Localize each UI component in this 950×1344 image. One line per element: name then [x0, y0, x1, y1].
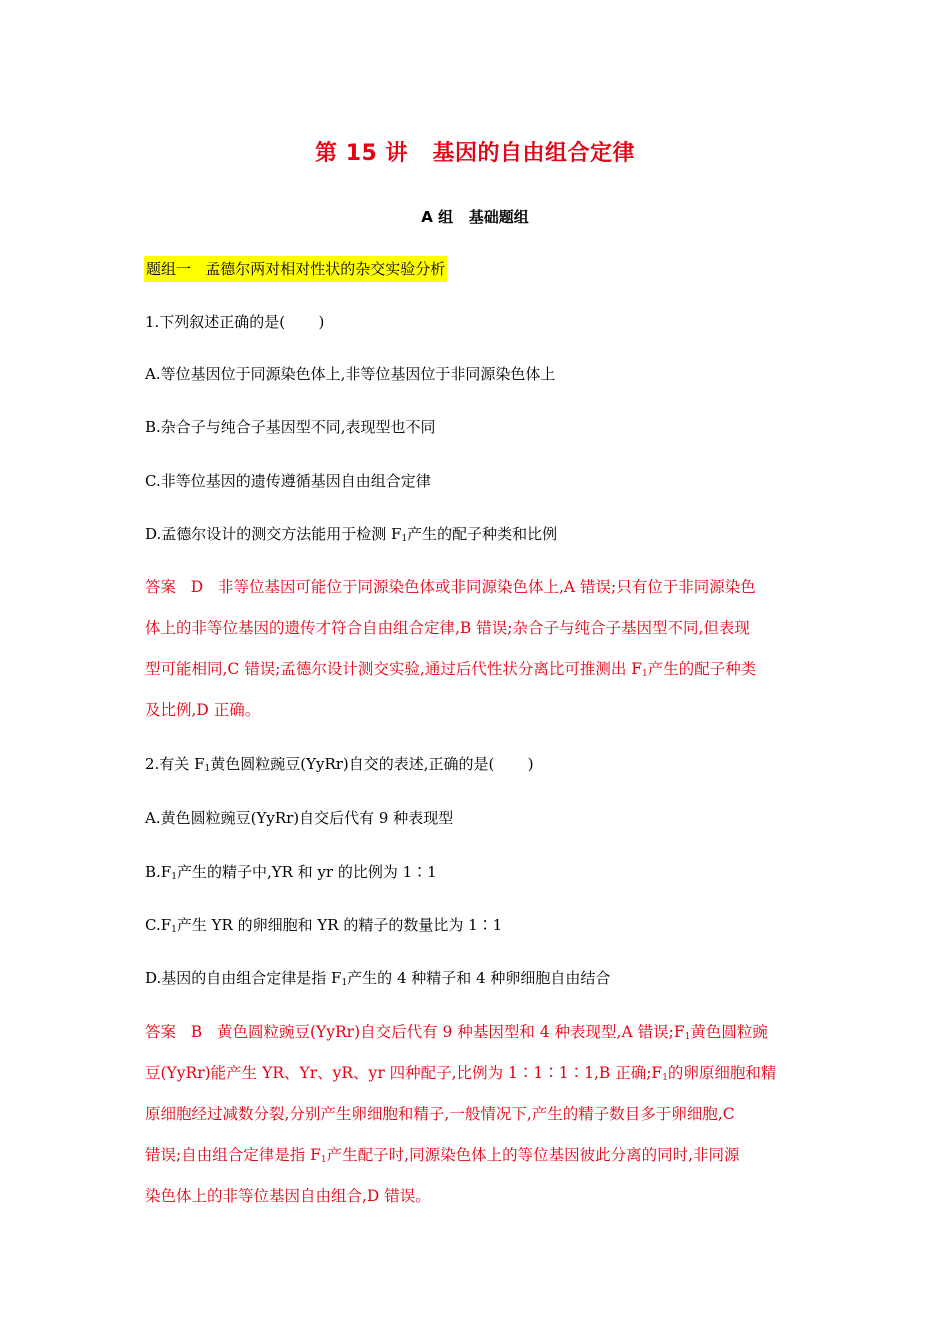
q2-answer-line: 豆(YyRr)能产生 YR、Yr、yR、yr 四种配子,比例为 1∶1∶1∶1,B 正确$;F_1$的卵原细胞和精 — [145, 1064, 777, 1083]
q1-stem: 1.下列叙述正确的是( ) — [145, 313, 325, 331]
q1-answer — [145, 573, 810, 737]
q2-answer — [145, 1018, 810, 1223]
q2-option-b: $B.F_1$产生的精子中,YR 和 yr 的比例为 1∶1 — [145, 863, 437, 882]
q2-option-c: $C.F_1$产生 YR 的卵细胞和 YR 的精子的数量比为 1∶1 — [145, 916, 503, 935]
q1-answer-line: 体上的非等位基因的遗传才符合自由组合定律,B 错误;杂合子与纯合子基因型不同,但表现 — [145, 619, 750, 637]
page-title: 第 15 讲 基因的自由组合定律 — [315, 141, 635, 166]
section-heading: A 组 基础题组 — [421, 208, 529, 226]
q1-answer-line: 型可能相同,C 错误;孟德尔设计测交实验,通过后代性状分离比可推测出 $F_1$产生的配子种类 — [145, 660, 757, 679]
q2-option-d: D.基因的自由组合定律是指 $F_1$产生的 4 种精子和 4 种卵细胞自由结合 — [145, 969, 611, 988]
q2-option-a: A.黄色圆粒豌豆(YyRr)自交后代有 9 种表现型 — [145, 809, 454, 827]
q1-option-d: D.孟德尔设计的测交方法能用于检测 $F_1$产生的配子种类和比例 — [145, 525, 558, 544]
q2-answer-line: 染色体上的非等位基因自由组合,D 错误。 — [145, 1187, 431, 1205]
question-group-label: 题组一 孟德尔两对相对性状的杂交实验分析 — [144, 256, 447, 282]
q1-answer-line: 答案 D 非等位基因可能位于同源染色体或非同源染色体上,A 错误;只有位于非同源染色 — [145, 578, 756, 596]
q2-answer-line: 原细胞经过减数分裂,分别产生卵细胞和精子,一般情况下,产生的精子数目多于卵细胞,C — [145, 1105, 735, 1123]
q1-answer-line: 及比例,D 正确。 — [145, 701, 261, 719]
q2-answer-line: 答案 B 黄色圆粒豌豆(YyRr)自交后代有 9 种基因型和 4 种表现型,A 错误$;F_1$黄色圆粒豌 — [145, 1023, 768, 1042]
q1-option-c: C.非等位基因的遗传遵循基因自由组合定律 — [145, 472, 431, 490]
q2-answer-line: 错误;自由组合定律是指 $F_1$产生配子时,同源染色体上的等位基因彼此分离的同时,非同源 — [145, 1146, 740, 1165]
q2-stem: 2.有关 $F_1$黄色圆粒豌豆(YyRr)自交的表述,正确的是( ) — [145, 755, 534, 774]
q1-option-b: B.杂合子与纯合子基因型不同,表现型也不同 — [145, 418, 436, 436]
q1-option-a: A.等位基因位于同源染色体上,非等位基因位于非同源染色体上 — [145, 365, 556, 383]
